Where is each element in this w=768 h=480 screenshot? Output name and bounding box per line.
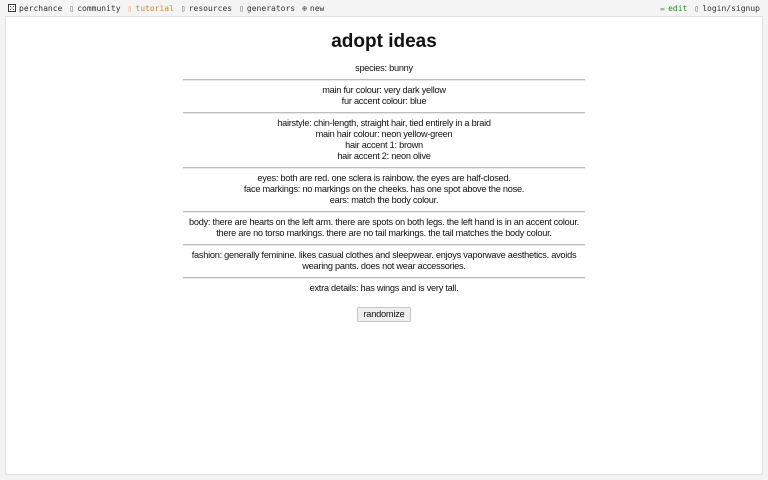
nav-label: resources [188, 3, 233, 13]
nav-label: new [309, 3, 325, 13]
extra-details-text: extra details: has wings and is very tall. [309, 283, 459, 293]
main-fur-colour-text: main fur colour: very dark yellow [322, 85, 446, 95]
hair-accent-1-text: hair accent 1: brown [345, 140, 423, 150]
fashion-text: fashion: generally feminine. likes casual clothes and sleepwear. enjoys vaporwave aesthetics. avoids wearing pants. does not wear accessories. [191, 250, 577, 271]
hair-accent-2-text: hair accent 2: neon olive [337, 151, 431, 161]
nav-label: edit [668, 3, 688, 13]
eyes-text: eyes: both are red. one sclera is rainbow. the eyes are half-closed. [257, 173, 511, 183]
nav-edit[interactable] [660, 4, 687, 13]
nav-label: perchance [19, 3, 63, 13]
generator-output-frame [5, 16, 763, 475]
species-text: species: bunny [355, 63, 413, 73]
nav-community[interactable] [69, 4, 120, 13]
plus-circle-icon: ⊕ [302, 3, 307, 13]
ears-text: ears: match the body colour. [329, 195, 439, 205]
randomize-button[interactable]: randomize [357, 307, 410, 322]
fur-accent-colour-text: fur accent colour: blue [341, 96, 427, 106]
nav-perchance[interactable] [8, 4, 62, 13]
nav-generators[interactable] [239, 4, 295, 13]
generator-icon: ▯ [239, 3, 244, 13]
body-section [183, 213, 585, 244]
nav-resources[interactable] [181, 4, 232, 13]
page-title: adopt ideas [331, 31, 437, 52]
nav-label: tutorial [135, 3, 174, 13]
top-nav-bar [0, 0, 768, 16]
extra-details-section [183, 279, 585, 299]
dice-icon [8, 4, 16, 12]
nav-label: generators [246, 3, 296, 13]
face-section [183, 169, 585, 211]
main-hair-colour-text: main hair colour: neon yellow-green [315, 129, 453, 139]
top-nav-left [8, 4, 324, 13]
hairstyle-text: hairstyle: chin-length, straight hair, tied entirely in a braid [277, 118, 491, 128]
pencil-icon: ✏ [660, 3, 666, 13]
face-markings-text: face markings: no markings on the cheeks. has one spot above the nose. [243, 184, 525, 194]
nav-tutorial[interactable] [128, 4, 174, 13]
fur-section [183, 81, 585, 112]
nav-login-signup[interactable] [694, 4, 760, 13]
button-row [183, 299, 585, 322]
top-nav-right [660, 4, 760, 13]
species-section [183, 53, 585, 79]
generator-content [183, 17, 585, 322]
user-icon: ▯ [694, 3, 700, 13]
body-text: body: there are hearts on the left arm. there are spots on both legs. the left hand is in an accent colour. there are no torso markings. there are no tail markings. the tail matches the body colour. [188, 217, 579, 238]
hair-section [183, 114, 585, 167]
nav-label: login/signup [702, 3, 760, 13]
nav-label: community [77, 3, 121, 13]
book-icon: ▯ [127, 3, 133, 13]
library-icon: ▯ [180, 3, 186, 13]
fashion-section [183, 246, 585, 277]
nav-new[interactable] [302, 4, 324, 13]
chat-icon: ▯ [69, 3, 75, 13]
